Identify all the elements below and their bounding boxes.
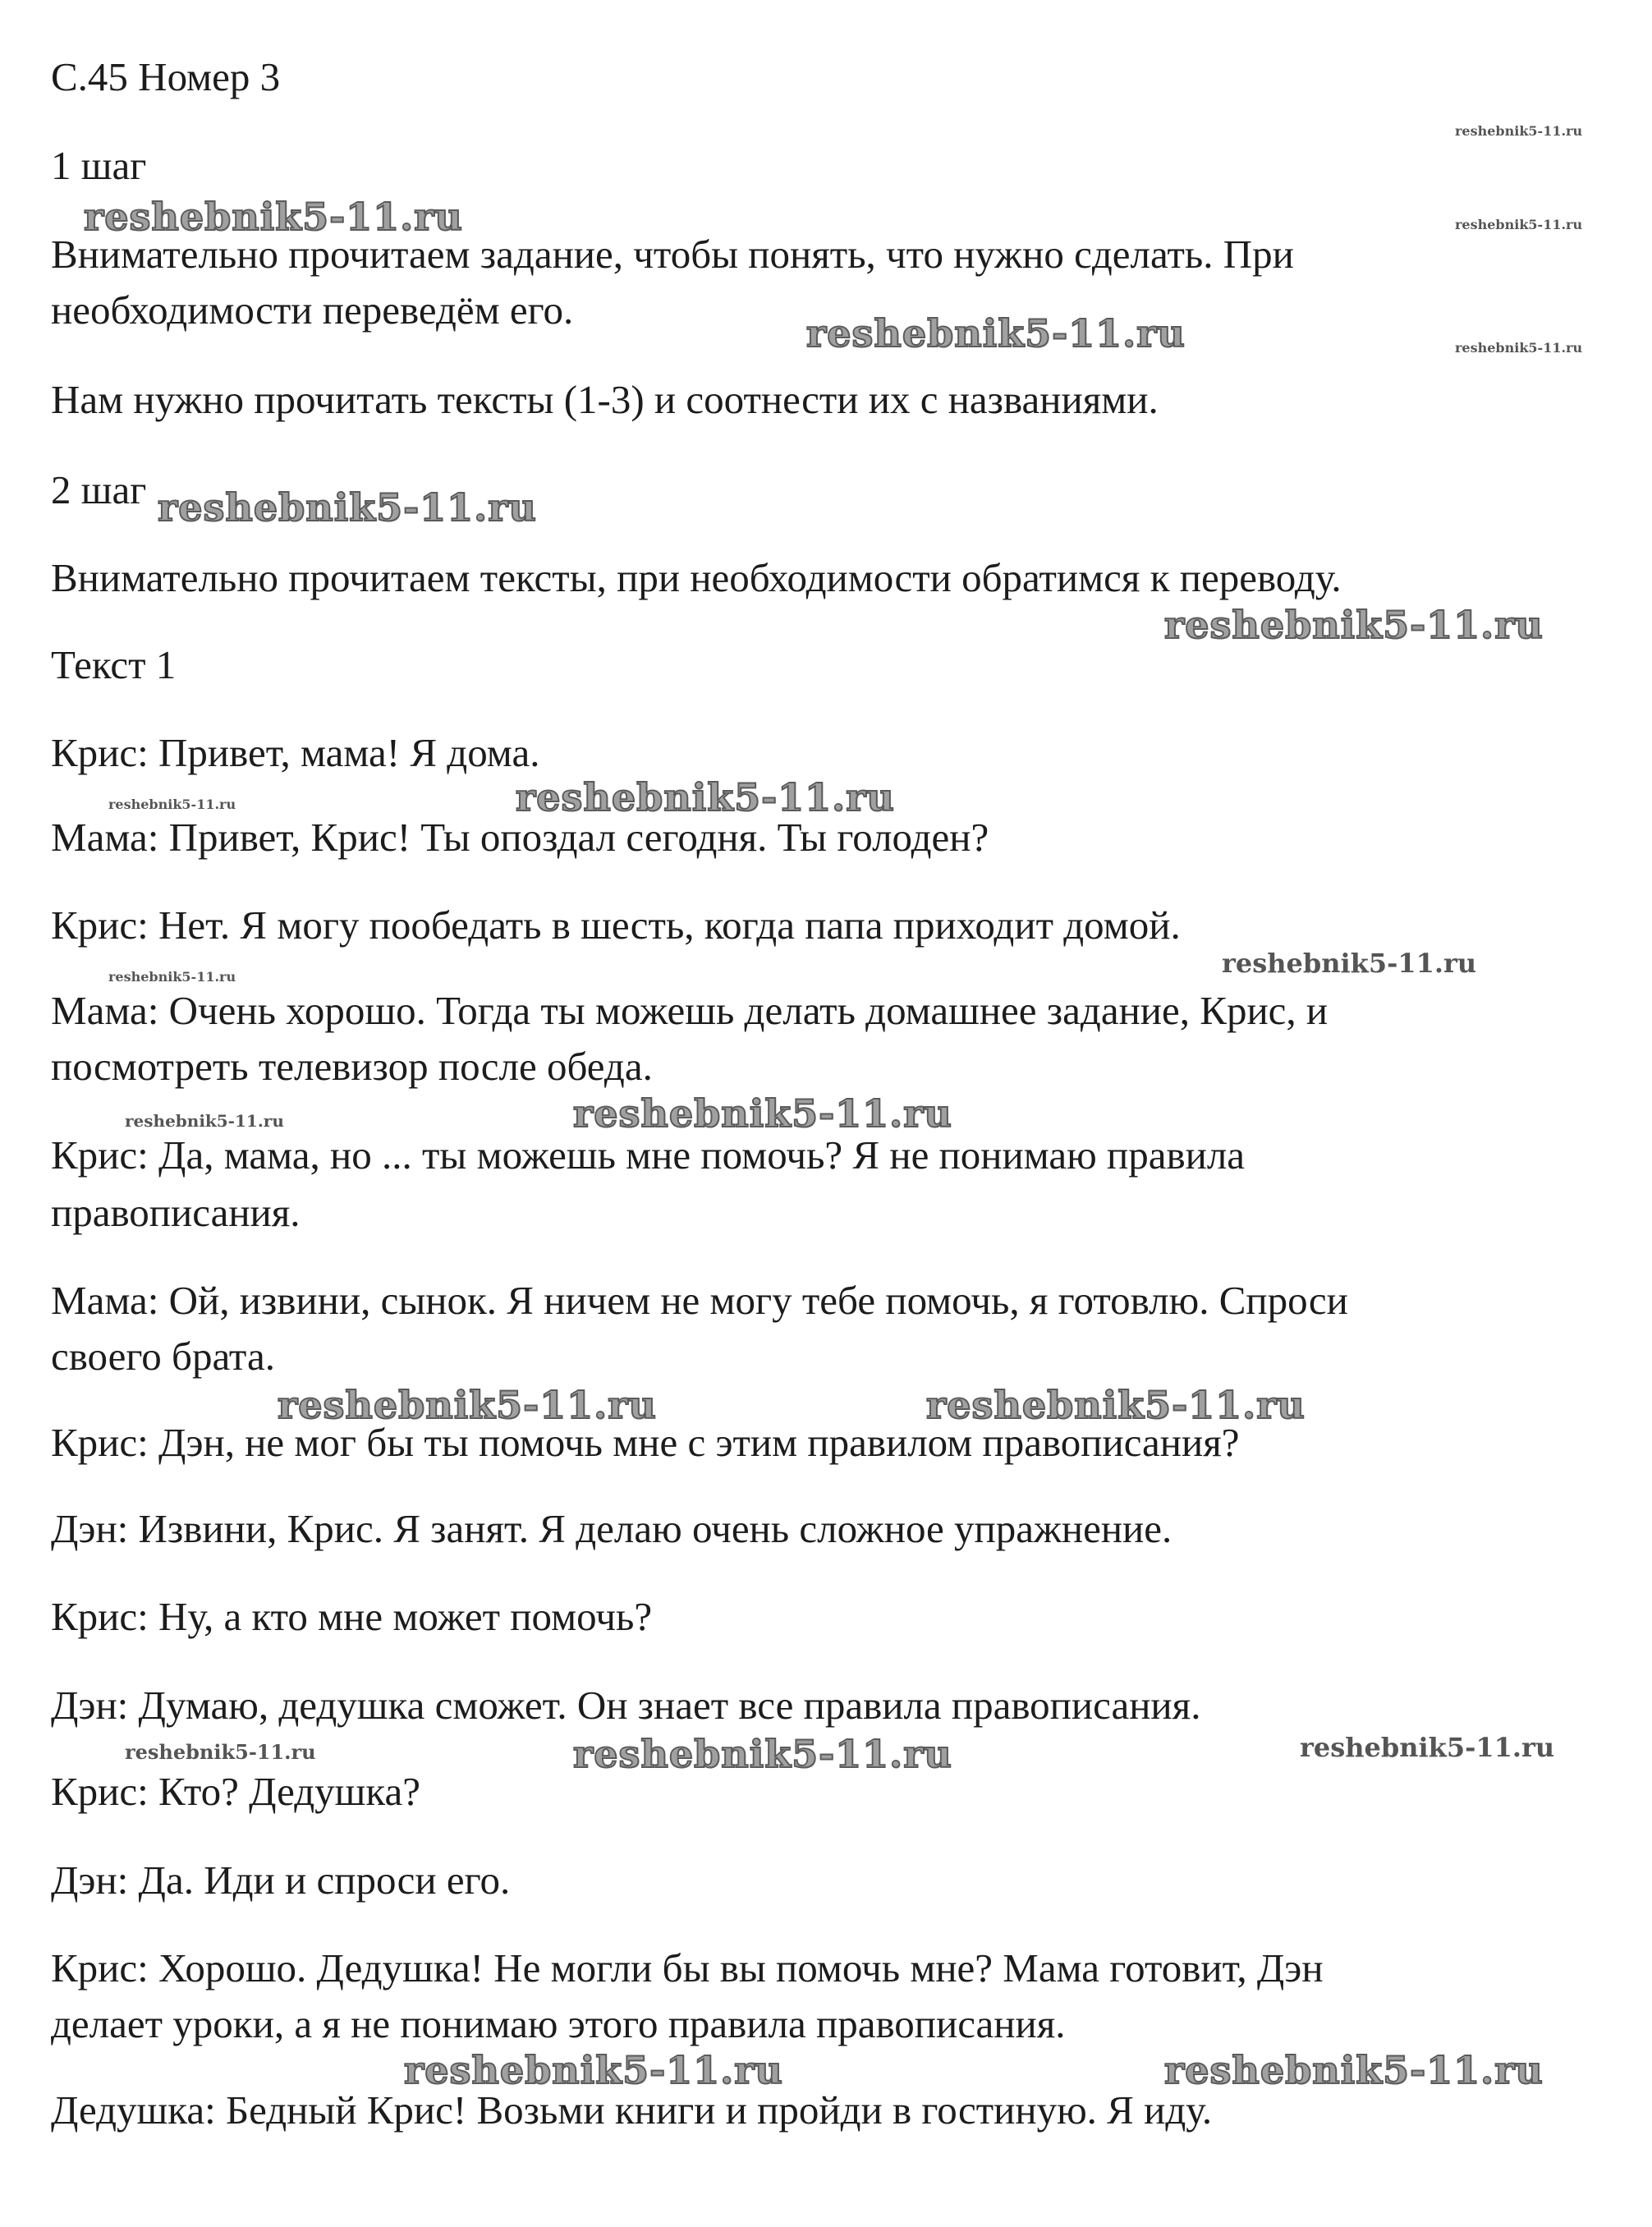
task-statement: Нам нужно прочитать тексты (1-3) и соотнести их с названиями. xyxy=(51,377,1159,422)
watermark-large: reshebnik5-11.ru xyxy=(1164,603,1544,647)
dialogue-line: Крис: Хорошо. Дедушка! Не могли бы вы помочь мне? Мама готовит, Дэн xyxy=(51,1945,1324,1991)
watermark-small: reshebnik5-11.ru xyxy=(1455,340,1583,356)
dialogue-line: Крис: Да, мама, но ... ты можешь мне помочь? Я не понимаю правила xyxy=(51,1132,1246,1178)
dialogue-line: Дедушка: Бедный Крис! Возьми книги и пройди в гостиную. Я иду. xyxy=(51,2087,1213,2133)
watermark-small: reshebnik5-11.ru xyxy=(108,797,236,812)
watermark-large: reshebnik5-11.ru xyxy=(158,485,537,530)
dialogue-line: посмотреть телевизор после обеда. xyxy=(51,1044,653,1089)
dialogue-line: Крис: Ну, а кто мне может помочь? xyxy=(51,1594,653,1639)
dialogue-line: Дэн: Да. Иди и спроси его. xyxy=(51,1857,511,1903)
step-2-text: Внимательно прочитаем тексты, при необходимости обратимся к переводу. xyxy=(51,555,1342,600)
watermark-small: reshebnik5-11.ru xyxy=(1455,123,1583,139)
step-1-line-2: необходимости переведём его. xyxy=(51,287,574,333)
step-2-title: 2 шаг xyxy=(51,467,147,512)
dialogue-line: Крис: Кто? Дедушка? xyxy=(51,1769,420,1814)
page-heading: С.45 Номер 3 xyxy=(51,54,281,99)
dialogue-line: Крис: Привет, мама! Я дома. xyxy=(51,730,540,775)
dialogue-line: своего брата. xyxy=(51,1334,275,1379)
watermark-large: reshebnik5-11.ru xyxy=(926,1383,1306,1427)
watermark-large: reshebnik5-11.ru xyxy=(516,775,895,820)
dialogue-line: Дэн: Думаю, дедушка сможет. Он знает все правила правописания. xyxy=(51,1683,1201,1728)
watermark-medium: reshebnik5-11.ru xyxy=(1300,1732,1555,1763)
watermark-large: reshebnik5-11.ru xyxy=(278,1383,657,1427)
watermark-small: reshebnik5-11.ru xyxy=(125,1740,316,1764)
step-1-line-1: Внимательно прочитаем задание, чтобы понять, что нужно сделать. При xyxy=(51,232,1294,277)
watermark-small: reshebnik5-11.ru xyxy=(108,969,236,985)
dialogue-line: Мама: Ой, извини, сынок. Я ничем не могу тебе помочь, я готовлю. Спроси xyxy=(51,1278,1348,1323)
watermark-large: reshebnik5-11.ru xyxy=(84,195,463,239)
dialogue-line: Крис: Нет. Я могу пообедать в шесть, когда папа приходит домой. xyxy=(51,902,1181,948)
dialogue-line: Дэн: Извини, Крис. Я занят. Я делаю очень сложное упражнение. xyxy=(51,1506,1172,1551)
watermark-large: reshebnik5-11.ru xyxy=(1164,2048,1544,2092)
dialogue-line: делает уроки, а я не понимаю этого правила правописания. xyxy=(51,2001,1066,2046)
step-1-title: 1 шаг xyxy=(51,143,147,188)
watermark-small: reshebnik5-11.ru xyxy=(125,1111,284,1131)
dialogue-line: Крис: Дэн, не мог бы ты помочь мне с этим правилом правописания? xyxy=(51,1420,1240,1465)
watermark-small: reshebnik5-11.ru xyxy=(1455,217,1583,232)
dialogue-line: Мама: Очень хорошо. Тогда ты можешь делать домашнее задание, Крис, и xyxy=(51,988,1328,1033)
dialogue-line: правописания. xyxy=(51,1190,301,1235)
watermark-medium: reshebnik5-11.ru xyxy=(1222,948,1477,979)
watermark-large: reshebnik5-11.ru xyxy=(806,311,1186,356)
text-1-title: Текст 1 xyxy=(51,642,177,687)
watermark-large: reshebnik5-11.ru xyxy=(573,1732,952,1776)
watermark-large: reshebnik5-11.ru xyxy=(573,1091,952,1136)
watermark-large: reshebnik5-11.ru xyxy=(404,2048,783,2092)
dialogue-line: Мама: Привет, Крис! Ты опоздал сегодня. Ты голоден? xyxy=(51,815,989,860)
